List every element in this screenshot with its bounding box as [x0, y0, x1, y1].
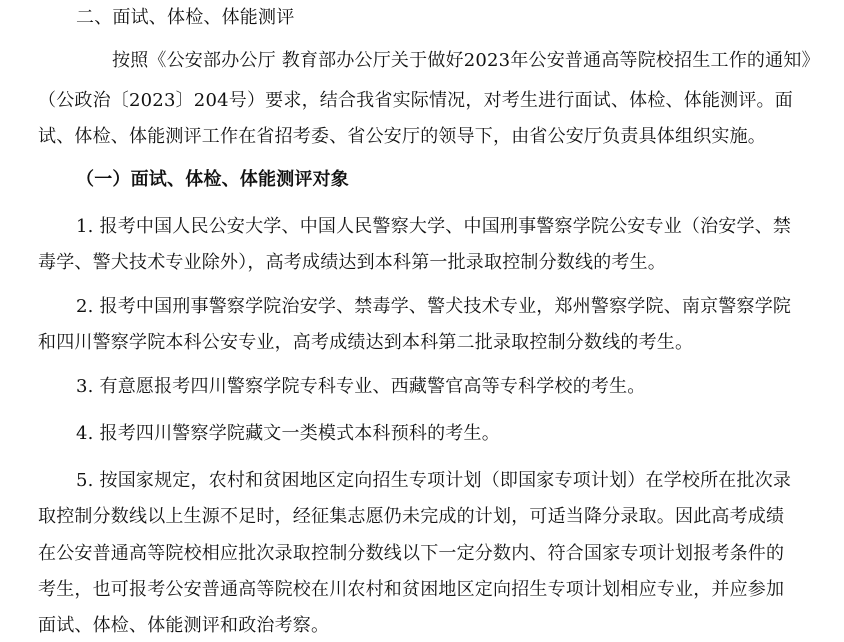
- intro-line-1: 按照《公安部办公厅 教育部办公厅关于做好2023年公安普通高等院校招生工作的通知》: [112, 50, 820, 71]
- intro-line-3: 试、体检、体能测评工作在省招考委、省公安厅的领导下，由省公安厅负责具体组织实施。: [38, 126, 766, 147]
- item-2-line-1: 2. 报考中国刑事警察学院治安学、禁毒学、警犬技术专业，郑州警察学院、南京警察学院: [76, 296, 792, 317]
- item-5-line-4: 考生，也可报考公安普通高等院校在川农村和贫困地区定向招生专项计划相应专业，并应参加: [38, 579, 785, 600]
- item-1-line-1: 1. 报考中国人民公安大学、中国人民警察大学、中国刑事警察学院公安专业（治安学、禁: [76, 216, 792, 237]
- subheading: （一）面试、体检、体能测评对象: [76, 169, 349, 190]
- item-3-line-1: 3. 有意愿报考四川警察学院专科专业、西藏警官高等专科学校的考生。: [76, 376, 646, 397]
- item-5-line-1: 5. 按国家规定，农村和贫困地区定向招生专项计划（即国家专项计划）在学校所在批次录: [76, 470, 792, 491]
- section-heading: 二、面试、体检、体能测评: [76, 7, 295, 28]
- item-4-line-1: 4. 报考四川警察学院藏文一类模式本科预科的考生。: [76, 423, 500, 444]
- item-5-line-2: 取控制分数线以上生源不足时，经征集志愿仍未完成的计划，可适当降分录取。因此高考成绩: [38, 506, 785, 527]
- item-5-line-5: 面试、体检、体能测评和政治考察。: [38, 615, 330, 636]
- item-1-line-2: 毒学、警犬技术专业除外），高考成绩达到本科第一批录取控制分数线的考生。: [38, 252, 666, 273]
- item-5-line-3: 在公安普通高等院校相应批次录取控制分数线以下一定分数内、符合国家专项计划报考条件的: [38, 543, 785, 564]
- intro-line-2: （公政治〔2023〕204号）要求，结合我省实际情况，对考生进行面试、体检、体能测评。面: [38, 90, 793, 111]
- item-2-line-2: 和四川警察学院本科公安专业，高考成绩达到本科第二批录取控制分数线的考生。: [38, 332, 694, 353]
